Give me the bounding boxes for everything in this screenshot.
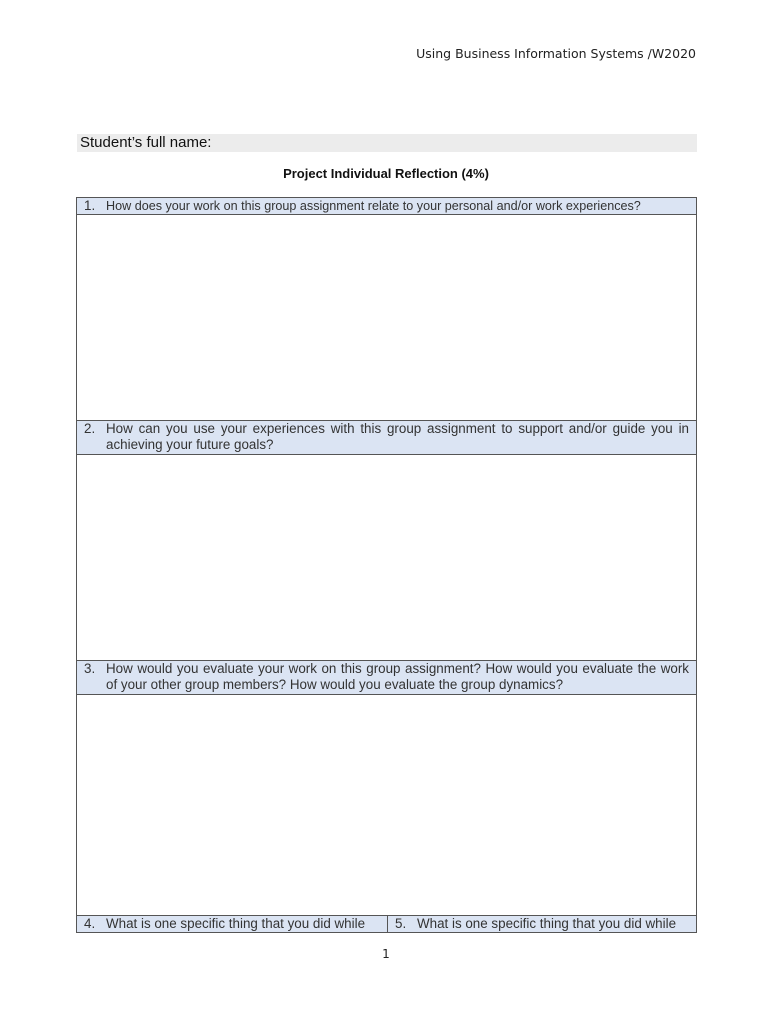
question-4-cell (77, 916, 388, 932)
question-text: How would you evaluate your work on this group assignment? How would you evaluate the work of your other group members? How would you evaluate the group dynamics? (106, 661, 689, 692)
question-1-row (77, 198, 696, 215)
question-5-cell (388, 916, 696, 932)
question-text: How does your work on this group assignment relate to your personal and/or work experiences? (106, 199, 641, 213)
question-2-row (77, 421, 696, 455)
form-title: Project Individual Reflection (4%) (283, 166, 489, 181)
question-number: 4. (84, 916, 96, 931)
question-number: 3. (84, 661, 96, 676)
page-number: 1 (382, 947, 390, 961)
question-text: What is one specific thing that you did while (417, 916, 677, 931)
answer-3-area[interactable] (77, 695, 696, 916)
student-name-field[interactable] (77, 134, 697, 152)
answer-1-area[interactable] (77, 215, 696, 421)
student-name-label: Student’s full name: (80, 134, 212, 151)
document-header: Using Business Information Systems /W2020 (416, 46, 696, 61)
question-number: 5. (395, 916, 407, 931)
question-text: What is one specific thing that you did while (106, 916, 366, 931)
question-text: How can you use your experiences with this group assignment to support and/or guide you in achieving your future goals? (106, 421, 689, 452)
answer-2-area[interactable] (77, 455, 696, 661)
question-number: 2. (84, 421, 96, 436)
question-3-row (77, 661, 696, 695)
reflection-table (76, 197, 697, 933)
question-number: 1. (84, 198, 96, 213)
